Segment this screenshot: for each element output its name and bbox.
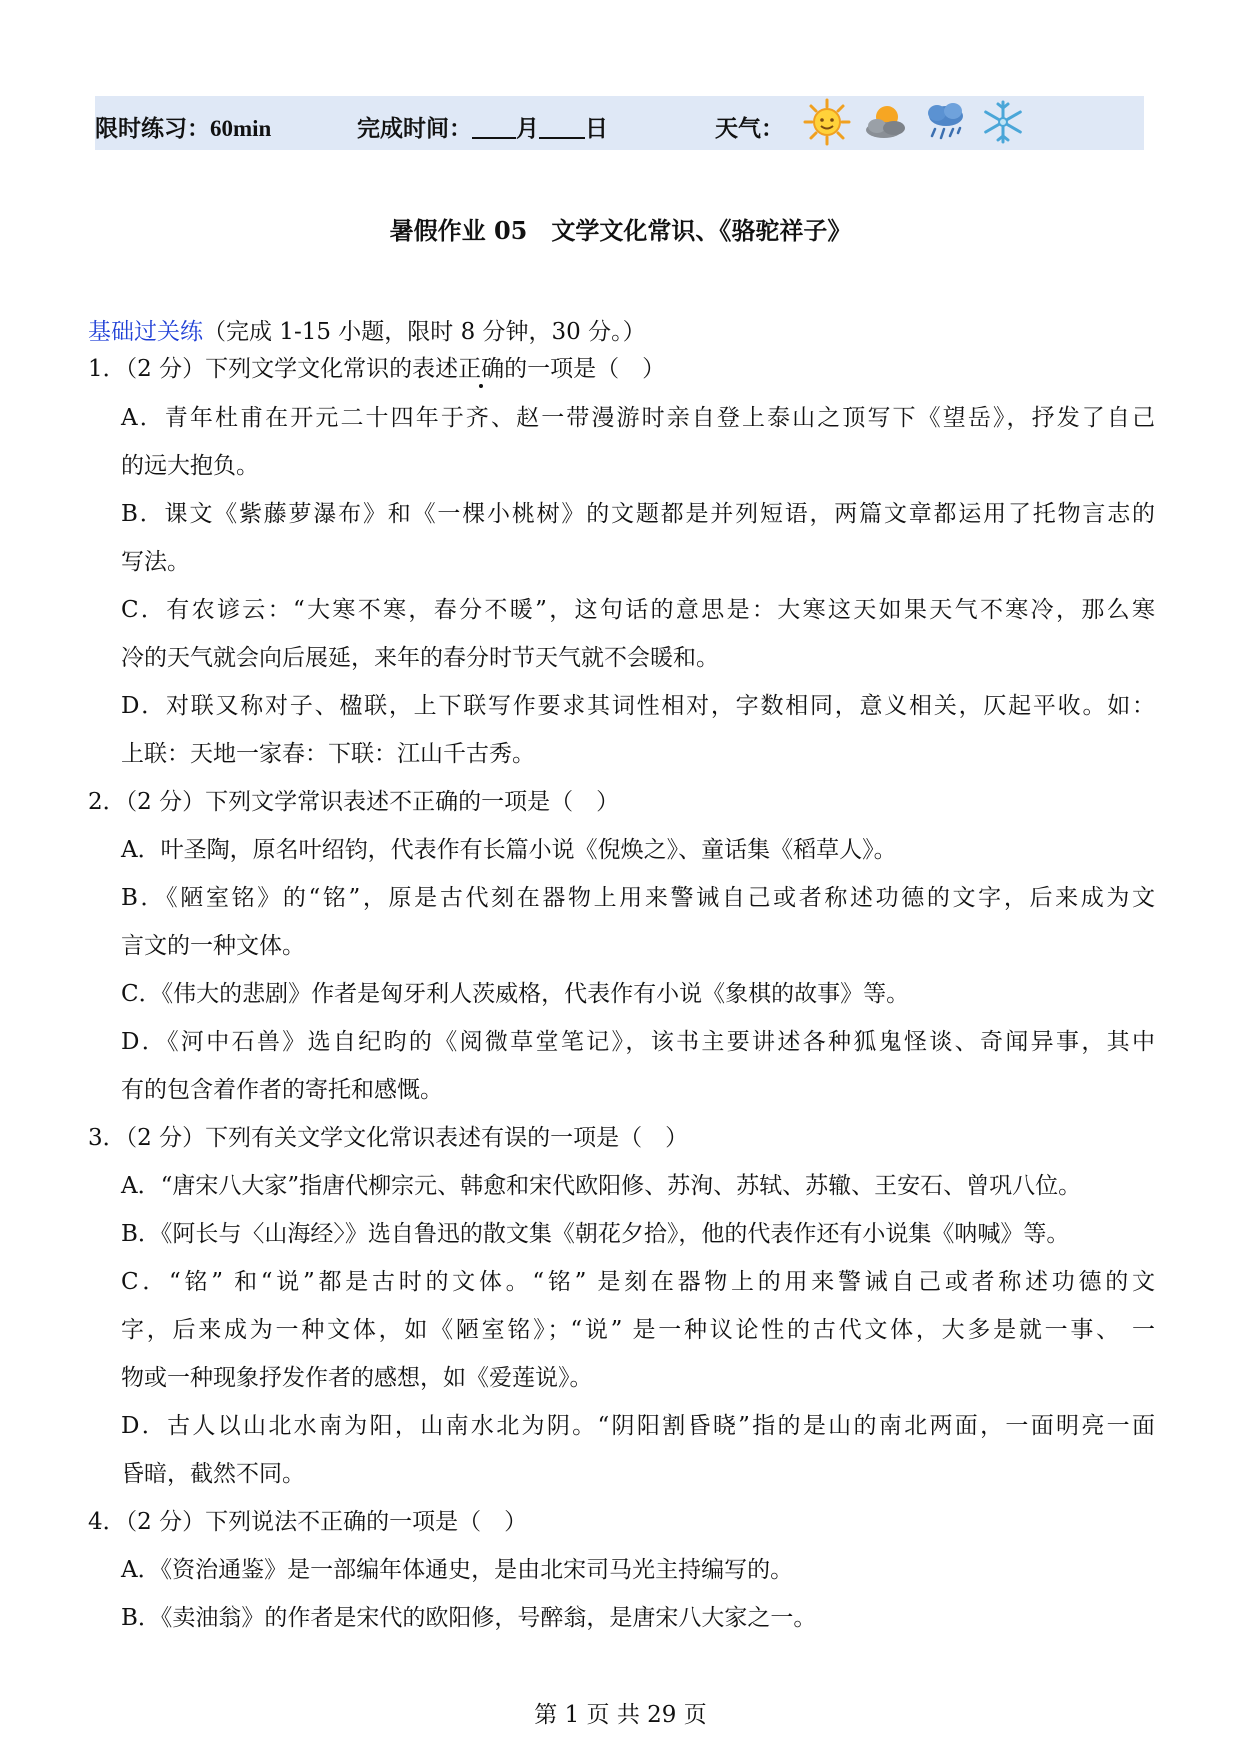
q3-option-c-cont2: 物或一种现象抒发作者的感想，如《爱莲说》。	[121, 1365, 593, 1391]
q4-option-b: B．《卖油翁》的作者是宋代的欧阳修，号醉翁，是唐宋八大家之一。	[121, 1605, 817, 1631]
time-limit-label: 限时练习：60min	[95, 116, 272, 141]
q2-option-d: D．《河中石兽》选自纪昀的《阅微草堂笔记》，该书主要讲述各种狐鬼怪谈、奇闻异事，其中	[121, 1029, 1155, 1055]
q1-option-b: B．课文《紫藤萝瀑布》和《一棵小桃树》的文题都是并列短语，两篇文章都运用了托物言志的	[121, 501, 1155, 527]
q2-option-b-cont: 言文的一种文体。	[121, 933, 305, 959]
weather-label: 天气：	[715, 116, 784, 141]
question-2-stem: 2．（2 分）下列文学常识表述不正确的一项是（ ）	[88, 789, 620, 815]
section-label: 基础过关练	[88, 319, 203, 345]
section-heading	[88, 313, 646, 346]
stem-text: 1．（2 分）下列文学文化常识的表述	[88, 356, 459, 382]
question-4-stem: 4．（2 分）下列说法不正确的一项是（ ）	[88, 1509, 528, 1535]
q4-option-a: A．《资治通鉴》是一部编年体通史，是由北宋司马光主持编写的。	[121, 1557, 794, 1583]
section-note: （完成 1-15 小题，限时 8 分钟，30 分。）	[203, 319, 646, 345]
completion-time-field	[357, 110, 608, 143]
q3-option-d: D．古人以山北水南为阳，山南水北为阴。“阴阳割昏晓”指的是山的南北两面，一面明亮一面	[121, 1413, 1155, 1439]
q1-option-c-cont: 冷的天气就会向后展延，来年的春分时节天气就不会暖和。	[121, 645, 719, 671]
sun-icon	[803, 98, 851, 146]
question-3-stem: 3．（2 分）下列有关文学文化常识表述有误的一项是（ ）	[88, 1125, 689, 1151]
q3-option-a: A．“唐宋八大家”指唐代柳宗元、韩愈和宋代欧阳修、苏洵、苏轼、苏辙、王安石、曾巩八位。	[121, 1173, 1082, 1199]
partly-cloudy-icon	[862, 98, 910, 146]
q3-option-d-cont: 昏暗，截然不同。	[121, 1461, 305, 1487]
day-label: 日	[585, 116, 608, 141]
q1-option-c: C．有农谚云：“大寒不寒，春分不暖”，这句话的意思是：大寒这天如果天气不寒冷，那么寒	[121, 597, 1155, 623]
page-footer: 第 1 页 共 29 页	[534, 1702, 707, 1728]
question-1-stem	[88, 354, 665, 384]
q1-option-a: A．青年杜甫在开元二十四年于齐、赵一带漫游时亲自登上泰山之顶写下《望岳》，抒发了自己	[121, 405, 1155, 431]
day-blank	[539, 115, 585, 139]
rain-icon	[922, 98, 970, 146]
month-label: 月	[516, 116, 539, 141]
q1-option-d-cont: 上联：天地一家春：下联：江山千古秀。	[121, 741, 535, 767]
q2-option-d-cont: 有的包含着作者的寄托和感慨。	[121, 1077, 443, 1103]
month-blank	[472, 115, 516, 139]
q3-option-c: C．“铭” 和“说”都是古时的文体。“铭” 是刻在器物上的用来警诫自己或者称述功德的文	[121, 1269, 1155, 1295]
q2-option-c: C．《伟大的悲剧》作者是匈牙利人茨威格，代表作有小说《象棋的故事》等。	[121, 981, 910, 1007]
emphasis-dots-text: 正确	[458, 356, 505, 382]
practice-header-bar	[95, 96, 1144, 150]
q2-option-a: A．叶圣陶，原名叶绍钧，代表作有长篇小说《倪焕之》、童话集《稻草人》。	[121, 837, 897, 863]
page-title: 暑假作业 05 文学文化常识、《骆驼祥子》	[389, 216, 852, 245]
stem-text: 的一项是（ ）	[504, 356, 666, 382]
q3-option-b: B．《阿长与〈山海经〉》选自鲁迅的散文集《朝花夕拾》，他的代表作还有小说集《呐喊》等。	[121, 1221, 1070, 1247]
snowflake-icon	[979, 98, 1027, 146]
q1-option-b-cont: 写法。	[121, 549, 190, 575]
q1-option-d: D．对联又称对子、楹联，上下联写作要求其词性相对，字数相同，意义相关，仄起平收。如：	[121, 693, 1155, 719]
q2-option-b: B．《陋室铭》的“铭”，原是古代刻在器物上用来警诫自己或者称述功德的文字，后来成为文	[121, 885, 1155, 911]
q1-option-a-cont: 的远大抱负。	[121, 453, 259, 479]
completion-time-label: 完成时间：	[357, 116, 472, 141]
q3-option-c-cont: 字，后来成为一种文体，如《陋室铭》；“说” 是一种议论性的古代文体，大多是就一事、 一	[121, 1317, 1155, 1343]
